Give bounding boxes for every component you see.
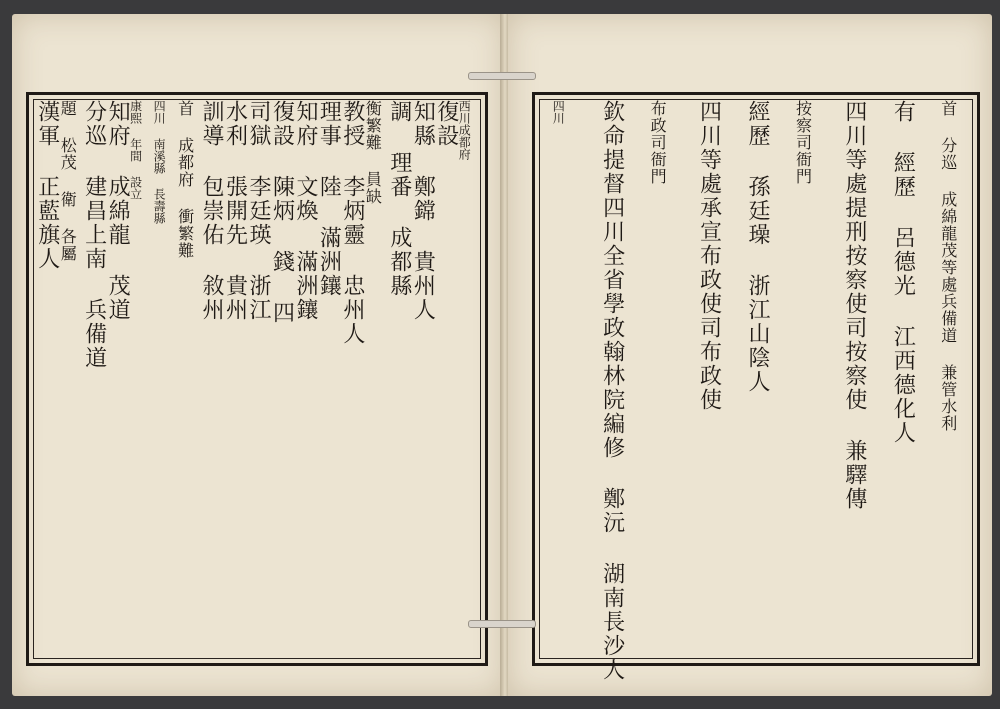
text-column: 四川等處承宣布政使司布政使	[696, 100, 722, 412]
binding-thread-bottom	[468, 620, 536, 628]
text-column: 調 理番 成都縣	[386, 100, 412, 298]
text-column: 西川成都府	[457, 100, 472, 160]
text-column: 水利 張開先 貴州	[222, 100, 248, 322]
text-column: 知縣 鄭鏛 貴州人	[410, 100, 436, 322]
text-column: 首 分巡 成綿龍茂等處兵備道 兼管水利	[938, 100, 958, 432]
text-column: 復設 陳炳 錢 四	[269, 100, 295, 325]
text-column: 布政司衙門	[648, 100, 668, 185]
text-column: 經歷 孫廷璪 浙江山陰人	[745, 100, 770, 394]
text-column: 四川等處提刑按察使司按察使 兼驛傳	[841, 100, 867, 511]
text-column: 教授 李炳靈 忠州人	[339, 100, 365, 346]
text-column: 四川 南溪縣 長壽縣	[152, 100, 167, 224]
text-column: 衡繁難 員缺	[363, 100, 383, 205]
text-column: 知府 成綿龍 茂道	[105, 100, 131, 322]
text-column: 按察司衙門	[793, 100, 813, 185]
text-column: 漢軍 正藍旗人	[34, 100, 60, 271]
text-column: 有 經歷 呂德光 江西德化人	[890, 100, 916, 445]
text-column: 欽命提督四川全省學政翰林院編修 鄭沅 湖南長沙人	[599, 100, 625, 682]
right-page	[508, 14, 992, 696]
text-column: 復設	[433, 100, 459, 148]
text-column: 訓導 包崇佑 敘州	[199, 100, 225, 322]
binding-thread-top	[468, 72, 536, 80]
text-column: 分巡 建昌上南 兵備道	[81, 100, 107, 370]
text-column: 康熙 年間 設立	[128, 100, 143, 200]
left-page	[12, 14, 504, 696]
text-column: 題 松茂 衛 各屬	[58, 100, 78, 262]
text-column: 四川	[551, 100, 566, 124]
text-column: 理事 陸 滿洲鑲	[316, 100, 342, 298]
text-column: 首 成都府 衝繁難	[175, 100, 195, 259]
text-column: 知府 文煥 滿洲鑲	[292, 100, 318, 322]
text-column: 司獄 李廷瑛 浙江	[246, 100, 271, 322]
